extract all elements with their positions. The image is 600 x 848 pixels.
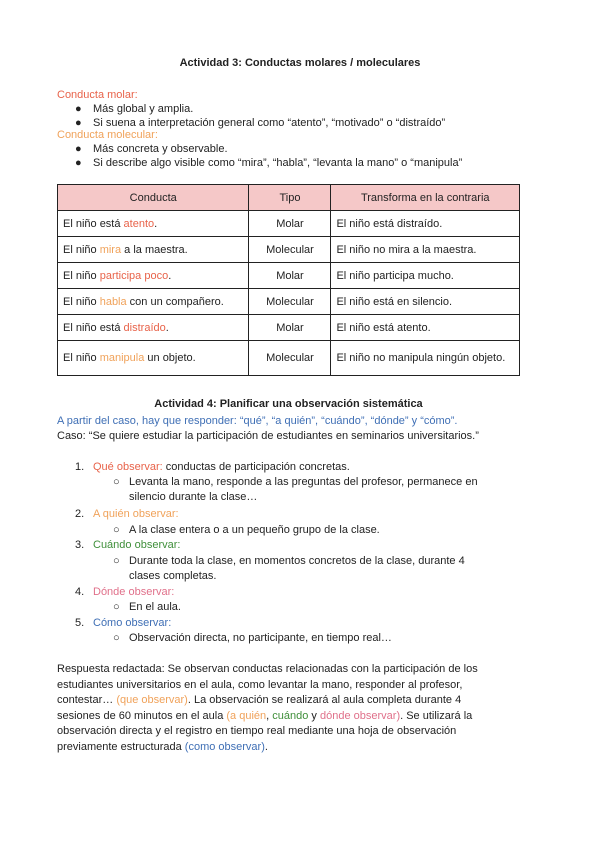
conducts-table (57, 184, 520, 376)
circle-bullet-icon: ○ (113, 632, 120, 644)
answer-line-4: sesiones de 60 minutos en el aula (a quién, cuándo y dónde observar). Se utilizará la (57, 710, 473, 722)
contraria-cell: El niño está atento. (331, 315, 520, 341)
answer-line-3: contestar… (que observar). La observación se realizará al aula completa durante 4 (57, 694, 462, 706)
conducta-cell: El niño habla con un compañero. (58, 289, 249, 315)
tipo-cell: Molar (249, 315, 331, 341)
contraria-cell: El niño está distraído. (331, 211, 520, 237)
bullet-icon: ● (75, 117, 82, 129)
answer-line-2: estudiantes universitarios en el aula, como levantar la mano, responder al profesor, (57, 679, 463, 691)
conducta-cell: El niño mira a la maestra. (58, 237, 249, 263)
activity3-title: Actividad 3: Conductas molares / moleculares (179, 57, 421, 69)
bullet-icon: ● (75, 103, 82, 115)
tipo-cell: Molecular (249, 237, 331, 263)
activity4-intro: A partir del caso, hay que responder: “qué”, “a quién”, “cuándo”, “dónde” y “cómo”. (57, 415, 458, 427)
contraria-cell: El niño no manipula ningún objeto. (331, 341, 520, 376)
contraria-cell: El niño está en silencio. (331, 289, 520, 315)
header-tipo: Tipo (249, 185, 331, 211)
conducta-cell: El niño está atento. (58, 211, 249, 237)
contraria-cell: El niño participa mucho. (331, 263, 520, 289)
bullet-icon: ● (75, 143, 82, 155)
table-row (58, 289, 520, 315)
conducta-cell: El niño participa poco. (58, 263, 249, 289)
molar-label: Conducta molar: (57, 89, 138, 101)
circle-bullet-icon: ○ (113, 555, 120, 567)
table-row (58, 211, 520, 237)
molecular-label: Conducta molecular: (57, 129, 158, 141)
activity4-case: Caso: “Se quiere estudiar la participación de estudiantes en seminarios universitarios.” (57, 430, 479, 442)
table-row (58, 315, 520, 341)
table-header-row (58, 185, 520, 211)
conducta-cell: El niño está distraído. (58, 315, 249, 341)
contraria-cell: El niño no mira a la maestra. (331, 237, 520, 263)
tipo-cell: Molar (249, 263, 331, 289)
table-row (58, 341, 520, 376)
conducta-cell: El niño manipula un objeto. (58, 341, 249, 376)
header-conducta: Conducta (58, 185, 249, 211)
table-row (58, 237, 520, 263)
answer-line-5: observación directa y el registro en tiempo real mediante una hoja de observación (57, 725, 457, 737)
circle-bullet-icon: ○ (113, 476, 120, 488)
tipo-cell: Molar (249, 211, 331, 237)
tipo-cell: Molecular (249, 289, 331, 315)
circle-bullet-icon: ○ (113, 601, 120, 613)
circle-bullet-icon: ○ (113, 524, 120, 536)
tipo-cell: Molecular (249, 341, 331, 376)
activity4-title: Actividad 4: Planificar una observación sistemática (154, 398, 423, 410)
table-row (58, 263, 520, 289)
answer-line-6: previamente estructurada (como observar). (57, 741, 268, 753)
bullet-icon: ● (75, 157, 82, 169)
header-contraria: Transforma en la contraria (331, 185, 520, 211)
answer-line-1: Respuesta redactada: Se observan conductas relacionadas con la participación de los (57, 663, 478, 675)
